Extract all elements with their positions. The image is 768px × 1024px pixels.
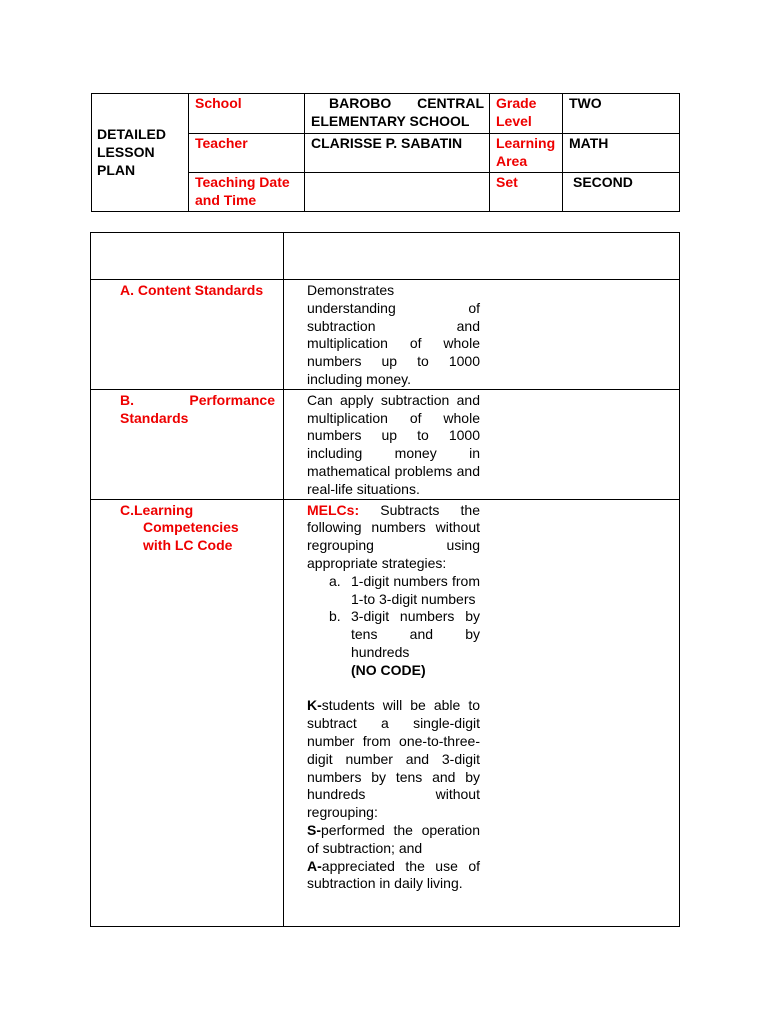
learning-competencies-value-cell xyxy=(284,499,680,926)
learning-competencies-label-line3: with LC Code xyxy=(143,537,233,554)
performance-standards-value-cell xyxy=(284,389,680,499)
melcs-paragraph xyxy=(307,502,480,573)
school-label: School xyxy=(189,94,305,134)
set-label: Set xyxy=(490,173,563,212)
set-value: SECOND xyxy=(563,173,680,212)
learning-competencies-label-cell xyxy=(91,499,284,926)
teaching-date-value xyxy=(305,173,490,212)
learning-competencies-label-line2: Competencies xyxy=(143,519,239,536)
attitude-label: A- xyxy=(307,857,322,874)
learning-area-value: MATH xyxy=(563,134,680,173)
content-standards-text: Demonstrates understanding of subtraction and multiplication of whole numbers up to 1000 including money. xyxy=(307,282,480,387)
learning-competencies-label-line1: C.Learning xyxy=(120,501,194,518)
knowledge-objective xyxy=(307,697,480,822)
list-item-text: 1-digit numbers from 1-to 3-digit numbers xyxy=(351,572,480,607)
school-value-line1: BAROBO CENTRAL xyxy=(329,95,484,111)
school-value-line2: ELEMENTARY SCHOOL xyxy=(311,112,470,129)
knowledge-label: K- xyxy=(307,697,322,714)
grade-level-value: TWO xyxy=(563,94,680,134)
performance-standards-label-b: B. xyxy=(120,391,134,408)
skill-text: performed the operation of subtraction; and xyxy=(307,821,480,856)
blank-header-cell-right xyxy=(284,233,680,280)
list-item-marker: a. xyxy=(329,572,341,589)
teacher-label: Teacher xyxy=(189,134,305,173)
spacer xyxy=(307,680,679,698)
no-code-label: (NO CODE) xyxy=(351,661,426,678)
content-standards-label-cell xyxy=(91,280,284,390)
blank-header-cell-left xyxy=(91,233,284,280)
skill-label: S- xyxy=(307,821,321,838)
doc-type-cell xyxy=(92,94,189,212)
performance-standards-label-standards: Standards xyxy=(120,409,189,426)
list-item-marker: b. xyxy=(329,608,341,625)
lesson-plan-header-table xyxy=(91,93,680,212)
list-item xyxy=(307,573,480,609)
performance-standards-label-line1 xyxy=(120,392,275,410)
learning-area-label: Learning Area xyxy=(490,134,563,173)
performance-standards-text: Can apply subtraction and multiplication of whole numbers up to 1000 including money in mathematical problems and real-life situations. xyxy=(307,391,480,497)
melcs-sublist xyxy=(307,573,480,662)
content-standards-label: A. Content Standards xyxy=(120,282,264,298)
melcs-text: Subtracts the following numbers without regrouping using appropriate strategies: xyxy=(307,501,480,571)
doc-type-title: DETAILED LESSON PLAN xyxy=(97,126,166,178)
teacher-value: CLARISSE P. SABATIN xyxy=(305,134,490,173)
performance-standards-label-cell xyxy=(91,389,284,499)
teaching-date-label: Teaching Date and Time xyxy=(189,173,305,212)
list-item-text: 3-digit numbers by tens and by hundreds xyxy=(351,608,480,660)
melcs-label: MELCs: xyxy=(307,501,360,518)
lesson-plan-main-table xyxy=(90,232,680,927)
knowledge-text: students will be able to subtract a single-digit number from one-to-three-digit number and 3-digit numbers by tens and by hundreds without regrouping: xyxy=(307,697,480,821)
attitude-text: appreciated the use of subtraction in daily living. xyxy=(307,857,480,892)
attitude-objective xyxy=(307,858,480,894)
content-standards-value-cell xyxy=(284,280,680,390)
grade-level-label: Grade Level xyxy=(490,94,563,134)
performance-standards-label-performance: Performance xyxy=(189,391,275,408)
school-value-cell xyxy=(305,94,490,134)
skill-objective xyxy=(307,822,480,858)
list-item xyxy=(307,608,480,661)
